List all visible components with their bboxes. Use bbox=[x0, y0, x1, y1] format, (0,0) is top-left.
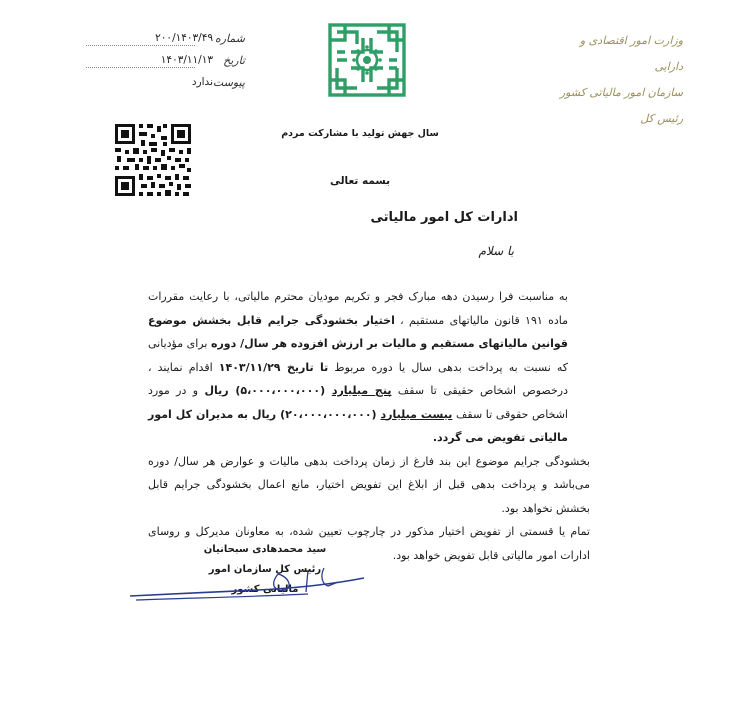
paragraph-2: بخشودگی جرایم موضوع این بند فارغ از زمان پرداخت بدهی مالیات و عوارض هر سال/ دوره می‌باشد و پرداخت بدهی قبل از ابلاغ این تفویض اختیار، مانع اعمال بخشودگی جرایم قابل بخشش نخواهد بود. bbox=[148, 454, 590, 515]
date-value: ۱۴۰۳/۱۱/۱۳ bbox=[160, 54, 213, 66]
paragraph-3: تمام یا قسمتی از تفویض اختیار مذکور در چارچوب تعیین شده، به معاونان مدیرکل و روسای ادارات امور مالیاتی قابل تفویض خواهد بود. bbox=[148, 525, 590, 562]
paragraph-1 bbox=[148, 285, 590, 450]
year-slogan: سال جهش تولید با مشارکت مردم bbox=[281, 128, 439, 139]
attachment-value: ندارد bbox=[191, 76, 213, 88]
organization-line: سازمان امور مالیاتی کشور bbox=[559, 86, 683, 99]
date-label: تاریخ bbox=[223, 54, 245, 67]
p1-text-e: اقدام نمایند ، درخصوص اشخاص حقیقی تا سقف bbox=[148, 360, 568, 397]
p1-bold-twenty-billion: بیست میلیارد bbox=[380, 407, 453, 421]
p1-bold-authority: اختیار بخشودگی جرایم قابل بخشش موضوع قوانین مالیاتهای مستقیم و مالیات بر ارزش افزوده هر سال/ دوره bbox=[148, 313, 569, 350]
p1-text-c: برای مؤدیانی که نسبت به پرداخت بدهی سال یا دوره مربوط bbox=[148, 337, 568, 374]
p1-bold-deadline: تا تاریخ ۱۴۰۳/۱۱/۲۹ bbox=[218, 360, 329, 374]
p1-bold-delegation: (۲۰،۰۰۰،۰۰۰،۰۰۰) ریال به مدیران کل امور مالیاتی تفویض می گردد. bbox=[148, 407, 568, 444]
date-row bbox=[110, 52, 245, 74]
signer-name: سید محمدهادی سبحانیان bbox=[203, 544, 327, 555]
p1-text-h: و در مورد اشخاص حقوقی تا سقف bbox=[148, 384, 568, 421]
handwritten-signature-icon bbox=[128, 562, 368, 607]
attachment-row bbox=[110, 74, 245, 96]
p1-text-a: به مناسبت فرا رسیدن دهه مبارک فجر و تکریم مودیان محترم مالیاتی، با رعایت مقررات ماده ۱۹۱ قانون مالیاتهای مستقیم ، bbox=[148, 290, 568, 327]
head-line: رئیس کل bbox=[640, 112, 683, 125]
ministry-line: وزارت امور اقتصادی و دارایی bbox=[579, 34, 683, 73]
greeting: با سلام bbox=[478, 244, 514, 258]
p1-bold-five-billion-rial: (۵،۰۰۰،۰۰۰،۰۰۰) ریال bbox=[204, 384, 332, 397]
number-label: شماره bbox=[214, 32, 245, 45]
ministry-letterhead bbox=[555, 28, 683, 132]
p1-bold-five-billion: پنج میلیارد bbox=[331, 384, 392, 397]
bismillah: بسمه تعالی bbox=[329, 175, 391, 187]
number-value: ۲۰۰/۱۴۰۳/۴۹ bbox=[155, 32, 213, 44]
letter-body bbox=[148, 285, 590, 567]
number-row bbox=[110, 30, 245, 52]
tax-organization-logo-icon bbox=[327, 22, 407, 98]
attachment-label: پیوست bbox=[212, 76, 245, 89]
signer-title: رئیس کل سازمان امور مالیاتی کشور bbox=[208, 564, 322, 595]
addressee: ادارات کل امور مالیاتی bbox=[370, 210, 518, 225]
letter-meta bbox=[110, 30, 245, 96]
qr-code-icon bbox=[113, 122, 193, 198]
